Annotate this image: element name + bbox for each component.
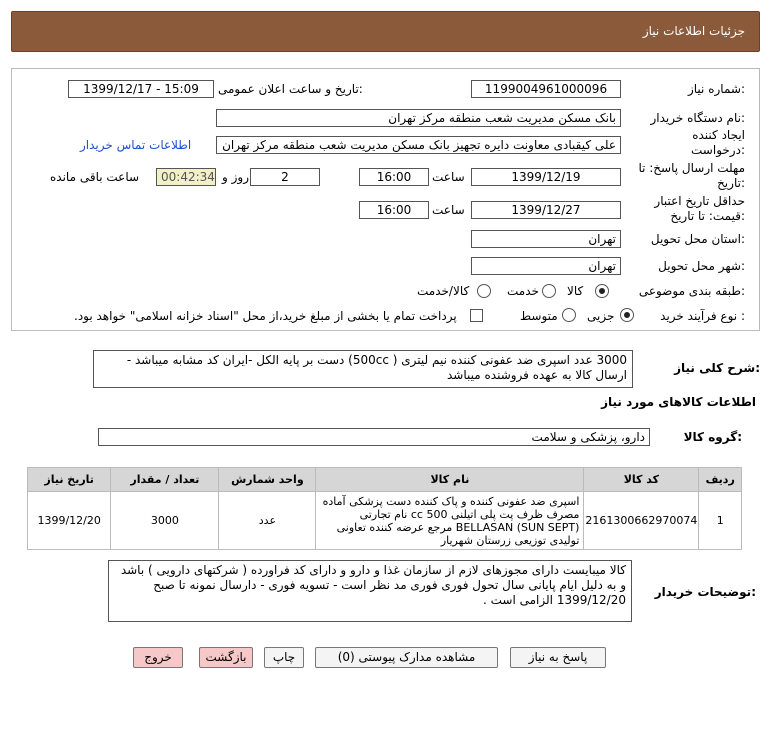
goods-info-title: اطلاعات کالاهای مورد نیاز <box>601 395 756 409</box>
details-panel <box>11 68 760 331</box>
cell-goods-name: اسپری ضد عفونی کننده و پاک کننده دست پزشکی آماده مصرف ظرف پت پلی اتیلنی cc 500 نام تجارتی BELLASAN (SUN SEPT) مرجع عرضه کننده تعاونی تولیدی توزیعی زرستان شهریار <box>316 492 584 550</box>
description-text: 3000 عدد اسپری ضد عفونی کننده نیم لیتری ( 500cc) دست بر پایه الکل -ایران کد مشابه میباشد - ارسال کالا به عهده فروشنده میباشد <box>93 350 633 388</box>
col-quantity: تعداد / مقدار <box>111 468 219 492</box>
remaining-timer: 00:42:34 <box>156 168 216 186</box>
goods-table <box>27 467 742 550</box>
buyer-notes-text: کالا میبایست دارای مجوزهای لازم از سازمان غذا و دارو و دارای کد فراورده ( شرکتهای دارویی ) باشد و به دلیل ایام پایانی سال تحول فوری فوری مد نظر است - تسویه فوری - دارسال نمونه تا صبح 1399/12/20 الزامی است . <box>108 560 632 622</box>
city-label: شهر محل تحویل: <box>658 259 745 273</box>
description-label: شرح کلی نیاز: <box>674 361 760 375</box>
province-field: تهران <box>471 230 621 248</box>
process-partial-label: جزیی <box>587 309 615 323</box>
exit-button[interactable]: خروج <box>133 647 183 668</box>
col-row: ردیف <box>699 468 742 492</box>
category-service-radio[interactable] <box>542 284 556 298</box>
col-goods-name: نام کالا <box>316 468 584 492</box>
buyer-field: بانک مسکن مدیریت شعب منطقه مرکز تهران <box>216 109 621 127</box>
cell-quantity: 3000 <box>111 492 219 550</box>
announce-field: 1399/12/17 - 15:09 <box>68 80 214 98</box>
validity-time-label: ساعت <box>432 203 465 217</box>
validity-time-field: 16:00 <box>359 201 429 219</box>
col-goods-code: کد کالا <box>584 468 699 492</box>
category-goods-service-radio[interactable] <box>477 284 491 298</box>
col-need-date: تاریخ نیاز <box>28 468 111 492</box>
reply-button[interactable]: پاسخ به نیاز <box>510 647 606 668</box>
need-number-field: 1199004961000096 <box>471 80 621 98</box>
treasury-payment-note: پرداخت تمام یا بخشی از مبلغ خرید،از محل "اسناد خزانه اسلامی" خواهد بود. <box>74 309 457 323</box>
creator-field: علی کیقبادی معاونت دایره تجهیز بانک مسکن مدیریت شعب منطقه مرکز تهران <box>216 136 621 154</box>
table-row <box>28 492 742 550</box>
cell-row: 1 <box>699 492 742 550</box>
remaining-label: ساعت باقی مانده <box>50 170 140 184</box>
deadline-date-field: 1399/12/19 <box>471 168 621 186</box>
deadline-time-label: ساعت <box>432 170 465 184</box>
validity-date-field: 1399/12/27 <box>471 201 621 219</box>
process-medium-radio[interactable] <box>562 308 576 322</box>
validity-label: حداقل تاریخ اعتبار قیمت: تا تاریخ: <box>654 194 745 223</box>
page-header <box>11 11 760 52</box>
category-label: طبقه بندی موضوعی: <box>638 284 745 298</box>
category-goods-service-label: کالا/خدمت <box>417 284 470 298</box>
announce-label: تاریخ و ساعت اعلان عمومی: <box>218 82 363 96</box>
category-goods-label: کالا <box>567 284 584 298</box>
cell-unit: عدد <box>219 492 316 550</box>
page-title: جزئیات اطلاعات نیاز <box>642 24 745 38</box>
attachments-button[interactable]: مشاهده مدارک پیوستی (0) <box>315 647 498 668</box>
process-medium-label: متوسط <box>520 309 558 323</box>
process-partial-radio[interactable] <box>620 308 634 322</box>
treasury-payment-checkbox[interactable] <box>470 309 483 322</box>
city-field: تهران <box>471 257 621 275</box>
category-goods-radio[interactable] <box>595 284 609 298</box>
deadline-label: مهلت ارسال پاسخ: تا تاریخ: <box>638 161 745 190</box>
back-button[interactable]: بازگشت <box>199 647 253 668</box>
goods-group-field: دارو، پزشکی و سلامت <box>98 428 650 446</box>
creator-label: ایجاد کننده درخواست: <box>691 128 745 157</box>
buyer-contact-link[interactable]: اطلاعات تماس خریدار <box>80 138 192 152</box>
goods-group-label: گروه کالا: <box>683 430 742 444</box>
day-and-label: روز و <box>222 170 249 184</box>
buyer-label: نام دستگاه خریدار: <box>650 111 745 125</box>
process-label: نوع فرآیند خرید : <box>660 309 745 323</box>
province-label: استان محل تحویل: <box>650 232 745 246</box>
category-service-label: خدمت <box>507 284 539 298</box>
cell-need-date: 1399/12/20 <box>28 492 111 550</box>
deadline-time-field: 16:00 <box>359 168 429 186</box>
table-header-row <box>28 468 742 492</box>
days-field: 2 <box>250 168 320 186</box>
print-button[interactable]: چاپ <box>264 647 304 668</box>
buyer-notes-label: توضیحات خریدار: <box>654 585 756 599</box>
cell-goods-code: 2161300662970074 <box>584 492 699 550</box>
need-number-label: شماره نیاز: <box>687 82 745 96</box>
col-unit: واحد شمارش <box>219 468 316 492</box>
